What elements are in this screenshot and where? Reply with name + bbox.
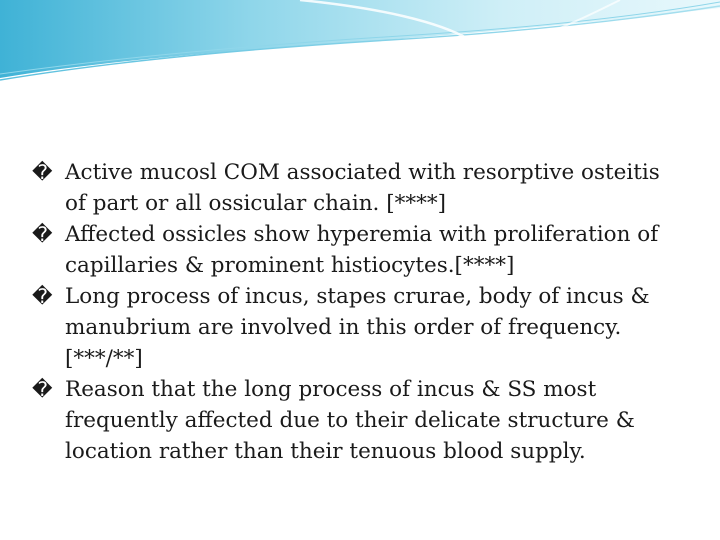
header-wave-decoration [0, 0, 720, 90]
bullet-icon: � [32, 284, 53, 308]
bullet-item [32, 219, 672, 281]
bullet-item [32, 281, 672, 374]
bullet-icon: � [32, 377, 53, 401]
bullet-text: Long process of incus, stapes crurae, body of incus & manubrium are involved in this order of frequency. [***/**] [65, 284, 650, 371]
slide-body [32, 157, 672, 467]
bullet-text: Active mucosl COM associated with resorptive osteitis of part or all ossicular chain. [****] [65, 160, 660, 216]
bullet-text: Affected ossicles show hyperemia with proliferation of capillaries & prominent histiocytes.[****] [65, 222, 659, 278]
bullet-text: Reason that the long process of incus & SS most frequently affected due to their delicate structure & location rather than their tenuous blood supply. [65, 377, 635, 464]
bullet-icon: � [32, 160, 53, 184]
bullet-icon: � [32, 222, 53, 246]
bullet-item [32, 157, 672, 219]
bullet-item [32, 374, 672, 467]
